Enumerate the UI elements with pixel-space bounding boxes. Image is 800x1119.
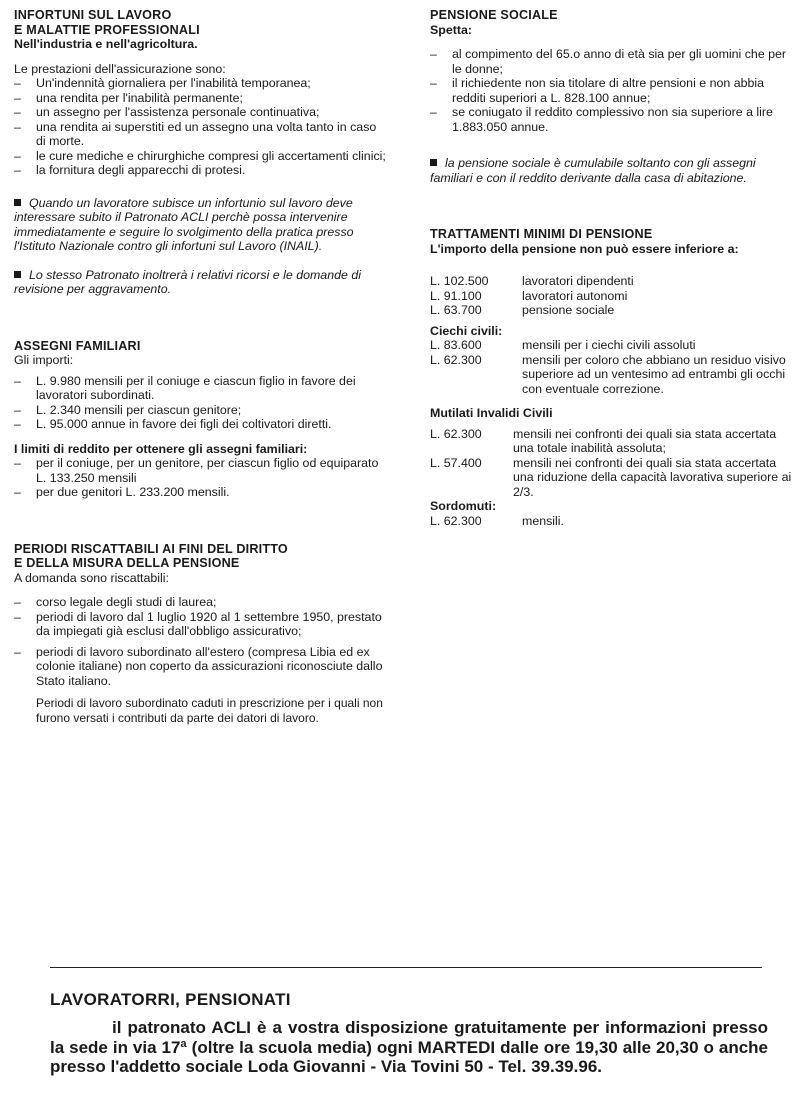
list-item: – L. 9.980 mensili per il coniuge e ciascun figlio in favore dei lavoratori subordinati. xyxy=(14,374,386,403)
list-item: – una rendita per l'inabilità permanente; xyxy=(14,91,386,106)
mutilati-title: Mutilati Invalidi Civili xyxy=(430,406,553,420)
infortuni-note-2-text: Lo stesso Patronato inoltrerà i relativi ricorsi e le domande di revisione per aggravamento. xyxy=(14,267,361,296)
table-row xyxy=(430,289,634,304)
minimi-table xyxy=(430,274,634,318)
assegni-limits-list xyxy=(14,456,386,500)
assegni-title: ASSEGNI FAMILIARI xyxy=(14,338,141,353)
table-row xyxy=(430,456,796,500)
table-row xyxy=(430,514,564,529)
infortuni-intro: Le prestazioni dell'assicurazione sono: xyxy=(14,61,226,76)
description: mensili. xyxy=(522,513,564,528)
pensione-sociale-title: PENSIONE SOCIALE xyxy=(430,8,558,22)
list-item: – L. 2.340 mensili per ciascun genitore; xyxy=(14,403,386,418)
description: mensili nei confronti dei quali sia stata accertata una riduzione della capacità lavorativa superiore ai 2/3. xyxy=(513,455,792,499)
infortuni-title-line2: E MALATTIE PROFESSIONALI xyxy=(14,22,200,37)
periodi-intro: A domanda sono riscattabili: xyxy=(14,570,169,585)
infortuni-note-1-text: Quando un lavoratore subisce un infortunio sul lavoro deve interessare subito il Patronato ACLI perchè possa intervenire immediatamente e seguire lo svolgimento della pratica presso l'Istituto Nazionale contro gli infortuni sul Lavoro (INAIL). xyxy=(14,195,354,253)
section-infortuni xyxy=(14,8,386,297)
amount: L. 62.300 xyxy=(430,426,482,441)
table-row xyxy=(430,338,796,353)
amount: L. 63.700 xyxy=(430,303,482,317)
sordomuti-title: Sordomuti: xyxy=(430,499,497,513)
footer-title: LAVORATORRI, PENSIONATI xyxy=(50,990,291,1009)
description: pensione sociale xyxy=(522,303,615,317)
left-column xyxy=(14,8,386,725)
table-row xyxy=(430,274,634,289)
amount: L. 83.600 xyxy=(430,338,482,352)
periodi-list xyxy=(14,595,386,688)
list-item: – una rendita ai superstiti ed un assegno una volta tanto in caso di morte. xyxy=(14,120,386,149)
list-item: – L. 95.000 annue in favore dei figli dei coltivatori diretti. xyxy=(14,417,386,432)
right-column xyxy=(430,8,796,528)
section-assegni xyxy=(14,339,386,500)
ciechi-title: Ciechi civili: xyxy=(430,323,503,338)
section-periodi xyxy=(14,542,386,726)
assegni-subtitle: Gli importi: xyxy=(14,353,74,367)
section-trattamenti xyxy=(430,227,796,528)
amount: L. 102.500 xyxy=(430,274,489,288)
description: mensili nei confronti dei quali sia stata accertata una totale inabilità assoluta; xyxy=(513,426,777,455)
table-row xyxy=(430,303,634,318)
list-item: – per due genitori L. 233.200 mensili. xyxy=(14,485,386,500)
list-item: – corso legale degli studi di laurea; xyxy=(14,595,386,610)
periodi-title-line2: E DELLA MISURA DELLA PENSIONE xyxy=(14,556,240,570)
assegni-limits-title: I limiti di reddito per ottenere gli assegni familiari: xyxy=(14,441,308,456)
list-item: – periodi di lavoro subordinato all'estero (compresa Libia ed ex colonie italiane) non coperto da assicurazioni riconosciute dallo Stato italiano. xyxy=(14,645,386,689)
infortuni-title-line1: INFORTUNI SUL LAVORO xyxy=(14,8,172,22)
section-pensione-sociale xyxy=(430,8,796,185)
amount: L. 62.300 xyxy=(430,513,482,528)
pensione-sociale-list xyxy=(430,47,796,134)
list-item: – al compimento del 65.o anno di età sia per gli uomini che per le donne; xyxy=(430,47,796,76)
list-item: – per il coniuge, per un genitore, per ciascun figlio od equiparato L. 133.250 mensili xyxy=(14,456,386,485)
footer xyxy=(50,990,768,1077)
assegni-list xyxy=(14,374,386,432)
trattamenti-subtitle: L'importo della pensione non può essere inferiore a: xyxy=(430,241,739,256)
footer-divider xyxy=(50,967,762,968)
footer-text: il patronato ACLI è a vostra disposizione gratuitamente per informazioni presso la sede in via 17ª (oltre la scuola media) ogni MARTEDI dalle ore 19,30 alle 20,30 o anche presso l'addetto sociale Loda Giovanni - Via Tovini 50 - Tel. 39.39.96. xyxy=(50,1018,768,1076)
list-item: – la fornitura degli apparecchi di protesi. xyxy=(14,163,386,178)
table-row xyxy=(430,427,796,456)
amount: L. 91.100 xyxy=(430,288,482,303)
pensione-sociale-subtitle: Spetta: xyxy=(430,22,472,37)
amount: L. 62.300 xyxy=(430,352,482,367)
list-item: – se coniugato il reddito complessivo non sia superiore a lire 1.883.050 annue. xyxy=(430,105,796,134)
square-bullet-icon xyxy=(430,159,437,166)
pensione-sociale-note xyxy=(430,156,796,185)
ciechi-table xyxy=(430,338,796,396)
table-row xyxy=(430,353,796,397)
periodi-final-note: Periodi di lavoro subordinato caduti in prescrizione per i quali non furono versati i contributi da parte dei datori di lavoro. xyxy=(36,696,383,725)
description: lavoratori dipendenti xyxy=(522,274,634,288)
mutilati-table xyxy=(430,427,796,500)
square-bullet-icon xyxy=(14,271,21,278)
pensione-sociale-note-text: la pensione sociale è cumulabile soltanto con gli assegni familiari e con il reddito derivante dalla casa di abitazione. xyxy=(430,156,756,185)
infortuni-subtitle: Nell'industria e nell'agricoltura. xyxy=(14,37,198,51)
description: lavoratori autonomi xyxy=(522,288,628,303)
infortuni-note-2 xyxy=(14,268,386,297)
list-item: – il richiedente non sia titolare di altre pensioni e non abbia redditi superiori a L. 828.100 annue; xyxy=(430,76,796,105)
sordomuti-table xyxy=(430,514,564,529)
infortuni-note-1 xyxy=(14,196,386,254)
list-item: – un assegno per l'assistenza personale continuativa; xyxy=(14,105,386,120)
description: mensili per coloro che abbiano un residuo visivo superiore ad un ventesimo ad entrambi gli occhi con eventuale correzione. xyxy=(522,352,786,396)
amount: L. 57.400 xyxy=(430,455,482,470)
square-bullet-icon xyxy=(14,199,21,206)
list-item: – periodi di lavoro dal 1 luglio 1920 al 1 settembre 1950, prestato da impiegati già esclusi dall'obbligo assicurativo; xyxy=(14,610,386,639)
list-item: – Un'indennità giornaliera per l'inabilità temporanea; xyxy=(14,76,386,91)
list-item: – le cure mediche e chirurghiche compresi gli accertamenti clinici; xyxy=(14,149,386,164)
infortuni-list xyxy=(14,76,386,178)
trattamenti-title: TRATTAMENTI MINIMI DI PENSIONE xyxy=(430,227,653,241)
periodi-title-line1: PERIODI RISCATTABILI AI FINI DEL DIRITTO xyxy=(14,541,288,556)
description: mensili per i ciechi civili assoluti xyxy=(522,338,696,352)
